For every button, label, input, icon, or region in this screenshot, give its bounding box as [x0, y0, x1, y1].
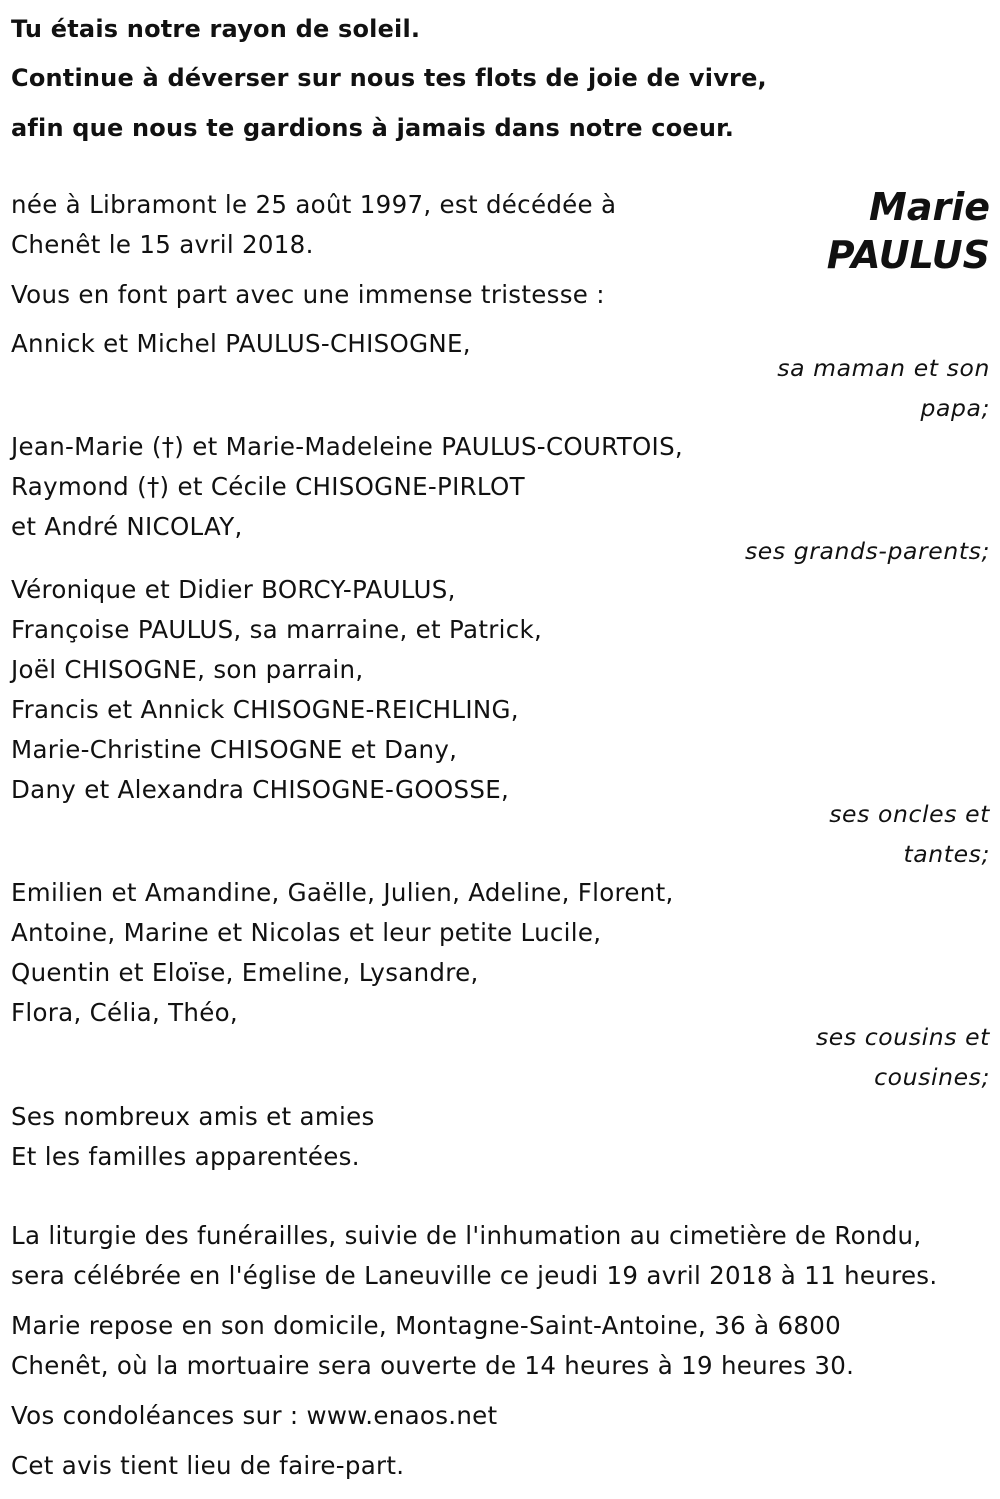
notice-line: Cet avis tient lieu de faire-part.	[11, 1451, 405, 1480]
family-name-line: Annick et Michel PAULUS-CHISOGNE,	[11, 329, 471, 358]
family-name-line: Flora, Célia, Théo,	[11, 998, 238, 1027]
intro-line: née à Libramont le 25 août 1997, est décédée à	[11, 190, 617, 219]
funeral-line: sera célébrée en l'église de Laneuville ce jeudi 19 avril 2018 à 11 heures.	[11, 1261, 938, 1290]
deceased-first-name: Marie	[869, 185, 990, 229]
family-role: ses cousins et	[815, 1023, 990, 1051]
verse-line: Continue à déverser sur nous tes flots de joie de vivre,	[11, 64, 767, 92]
friends-line: Ses nombreux amis et amies	[11, 1102, 375, 1131]
family-role: ses grands-parents;	[744, 537, 990, 565]
verse-line: Tu étais notre rayon de soleil.	[11, 15, 421, 43]
friends-line: Et les familles apparentées.	[11, 1142, 360, 1171]
family-role: papa;	[920, 394, 990, 422]
family-role: ses oncles et	[829, 800, 990, 828]
family-name-line: Antoine, Marine et Nicolas et leur petite Lucile,	[11, 918, 602, 947]
deceased-last-name: PAULUS	[826, 233, 990, 277]
family-role: tantes;	[903, 840, 990, 868]
rest-line: Marie repose en son domicile, Montagne-Saint-Antoine, 36 à 6800	[11, 1311, 842, 1340]
verse-line: afin que nous te gardions à jamais dans notre coeur.	[11, 114, 735, 142]
condolences-line: Vos condoléances sur : www.enaos.net	[11, 1401, 498, 1430]
funeral-line: La liturgie des funérailles, suivie de l'inhumation au cimetière de Rondu,	[11, 1221, 922, 1250]
intro-line: Vous en font part avec une immense tristesse :	[11, 280, 605, 309]
rest-line: Chenêt, où la mortuaire sera ouverte de 14 heures à 19 heures 30.	[11, 1351, 855, 1380]
family-name-line: Dany et Alexandra CHISOGNE-GOOSSE,	[11, 775, 510, 804]
family-name-line: Jean-Marie (†) et Marie-Madeleine PAULUS-COURTOIS,	[11, 432, 684, 461]
family-name-line: Françoise PAULUS, sa marraine, et Patrick,	[11, 615, 543, 644]
family-role: cousines;	[874, 1063, 990, 1091]
family-name-line: Joël CHISOGNE, son parrain,	[11, 655, 364, 684]
family-name-line: Quentin et Eloïse, Emeline, Lysandre,	[11, 958, 479, 987]
family-name-line: Raymond (†) et Cécile CHISOGNE-PIRLOT	[11, 472, 525, 501]
family-name-line: Francis et Annick CHISOGNE-REICHLING,	[11, 695, 519, 724]
intro-line: Chenêt le 15 avril 2018.	[11, 230, 314, 259]
family-name-line: Marie-Christine CHISOGNE et Dany,	[11, 735, 458, 764]
family-name-line: Véronique et Didier BORCY-PAULUS,	[11, 575, 456, 604]
family-name-line: Emilien et Amandine, Gaëlle, Julien, Adeline, Florent,	[11, 878, 674, 907]
family-role: sa maman et son	[777, 354, 990, 382]
family-name-line: et André NICOLAY,	[11, 512, 243, 541]
